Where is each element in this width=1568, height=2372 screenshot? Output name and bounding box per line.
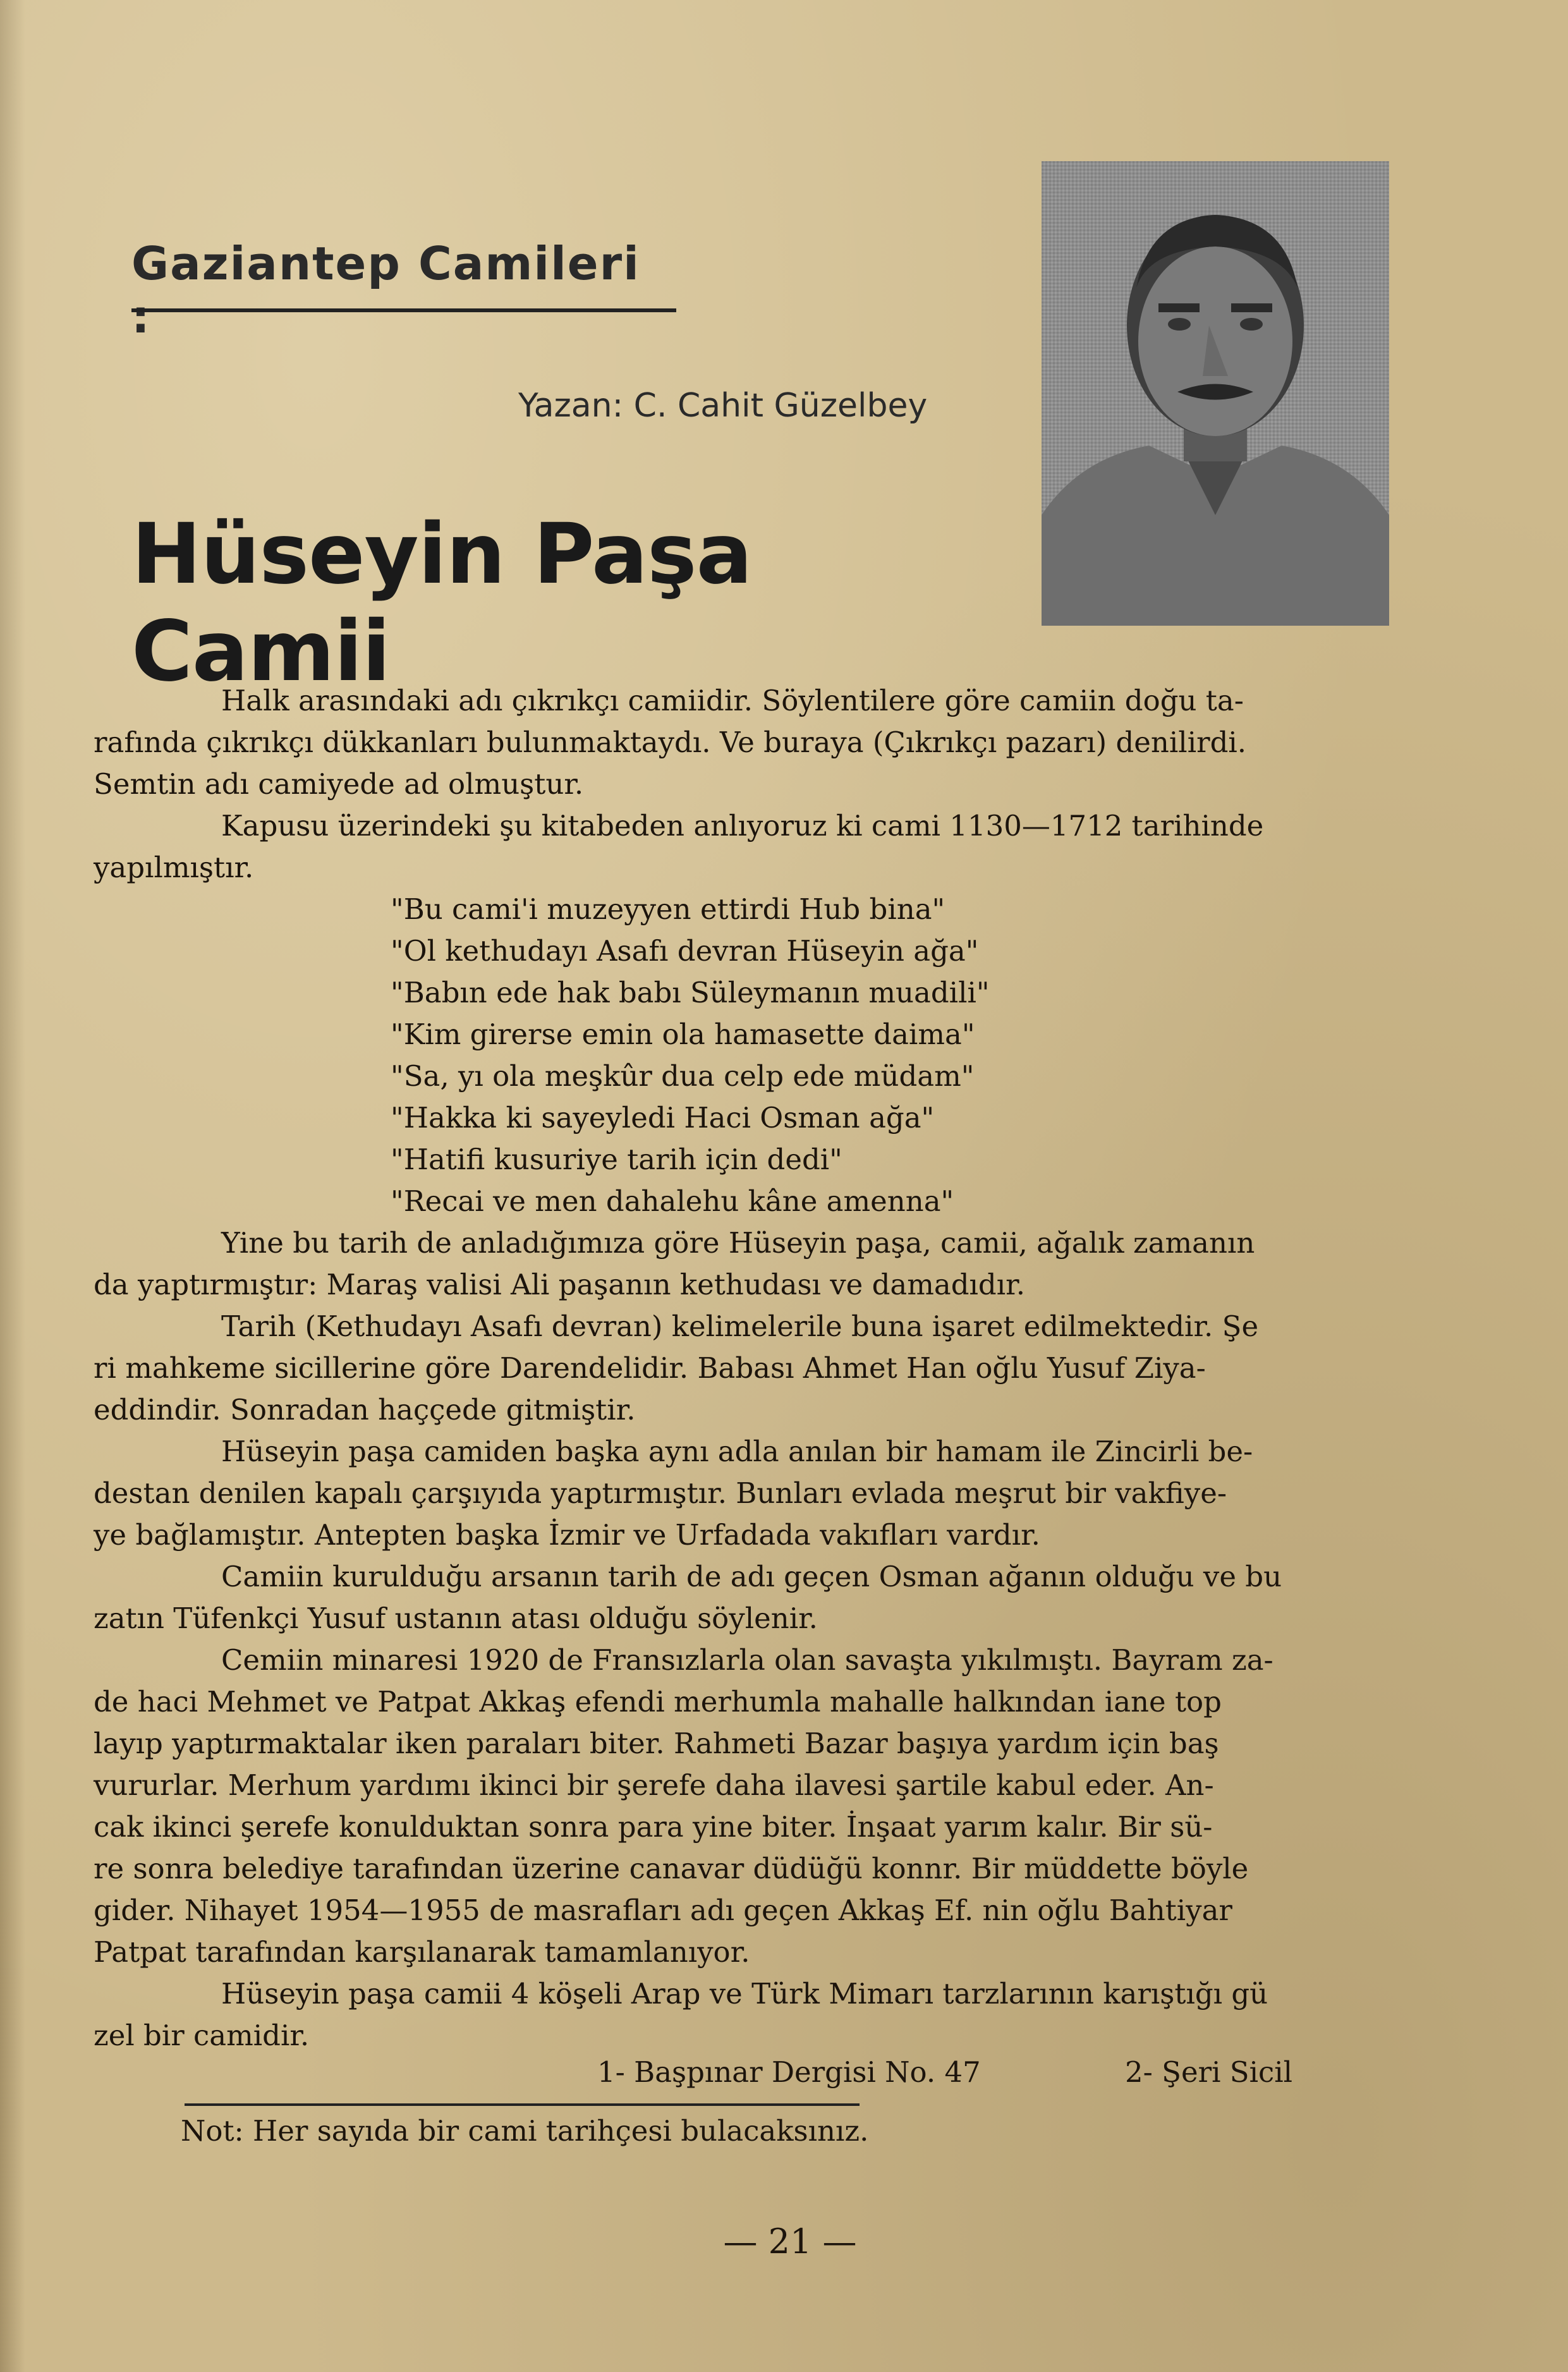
author-portrait-photo: [1042, 161, 1389, 626]
body-line: Camiin kurulduğu arsanın tarih de adı geçen Osman ağanın olduğu ve bu: [221, 1560, 1282, 1593]
body-line: ye bağlamıştır. Antepten başka İzmir ve Urfadada vakıfları vardır.: [94, 1518, 1040, 1552]
note-divider: [185, 2103, 860, 2106]
poem-line: "Hakka ki sayeyledi Haci Osman ağa": [391, 1101, 935, 1134]
body-line: zatın Tüfenkçi Yusuf ustanın atası olduğu söylenir.: [94, 1602, 818, 1635]
body-line: rafında çıkrıkçı dükkanları bulunmaktaydı. Ve buraya (Çıkrıkçı pazarı) denilirdi.: [94, 726, 1247, 759]
body-line: destan denilen kapalı çarşıyıda yaptırmıştır. Bunları evlada meşrut bir vakfiye-: [94, 1476, 1227, 1510]
article-title: Hüseyin Paşa Camii: [131, 506, 752, 700]
body-line: da yaptırmıştır: Maraş valisi Ali paşanın kethudası ve damadıdır.: [94, 1268, 1025, 1301]
body-line: layıp yaptırmaktalar iken paraları biter. Rahmeti Bazar başıya yardım için baş: [94, 1727, 1219, 1760]
body-line: Hüseyin paşa camiden başka aynı adla anılan bir hamam ile Zincirli be-: [221, 1435, 1253, 1468]
poem-line: "Recai ve men dahalehu kâne amenna": [391, 1184, 954, 1218]
poem-line: "Bu cami'i muzeyyen ettirdi Hub bina": [391, 892, 945, 926]
body-line: zel bir camidir.: [94, 2019, 310, 2052]
editorial-note: Not: Her sayıda bir cami tarihçesi bulacaksınız.: [181, 2114, 869, 2148]
body-line: Tarih (Kethudayı Asafı devran) kelimelerile buna işaret edilmektedir. Şe: [221, 1310, 1259, 1343]
poem-line: "Sa, yı ola meşkûr dua celp ede müdam": [391, 1059, 975, 1093]
body-line: Halk arasındaki adı çıkrıkçı camiidir. Söylentilere göre camiin doğu ta-: [221, 684, 1244, 717]
footnote-source: 2- Şeri Sicil: [1125, 2055, 1293, 2089]
body-line: ri mahkeme sicillerine göre Darendelidir. Babası Ahmet Han oğlu Yusuf Ziya-: [94, 1351, 1206, 1385]
series-title-underline: [131, 308, 676, 312]
body-line: de haci Mehmet ve Patpat Akkaş efendi merhumla mahalle halkından iane top: [94, 1685, 1222, 1718]
body-line: eddindir. Sonradan haççede gitmiştir.: [94, 1393, 636, 1426]
body-line: Semtin adı camiyede ad olmuştur.: [94, 767, 584, 801]
body-line: gider. Nihayet 1954—1955 de masrafları adı geçen Akkaş Ef. nin oğlu Bahtiyar: [94, 1894, 1232, 1927]
body-line: cak ikinci şerefe konulduktan sonra para yine biter. İnşaat yarım kalır. Bir sü-: [94, 1810, 1213, 1844]
body-line: yapılmıştır.: [94, 851, 254, 884]
poem-line: "Hatifi kusuriye tarih için dedi": [391, 1143, 842, 1176]
portrait-image: [1042, 161, 1389, 626]
page-number: — 21 —: [723, 2222, 857, 2261]
body-line: Cemiin minaresi 1920 de Fransızlarla olan savaşta yıkılmıştı. Bayram za-: [221, 1643, 1273, 1677]
body-line: vururlar. Merhum yardımı ikinci bir şerefe daha ilavesi şartile kabul eder. An-: [94, 1768, 1214, 1802]
footnote-source: 1- Başpınar Dergisi No. 47: [597, 2055, 981, 2089]
body-line: Kapusu üzerindeki şu kitabeden anlıyoruz ki cami 1130—1712 tarihinde: [221, 809, 1264, 842]
body-line: re sonra belediye tarafından üzerine canavar düdüğü konnr. Bir müddette böyle: [94, 1852, 1249, 1885]
body-line: Patpat tarafından karşılanarak tamamlanıyor.: [94, 1935, 750, 1969]
poem-line: "Babın ede hak babı Süleymanın muadili": [391, 976, 990, 1009]
author-byline: Yazan: C. Cahit Güzelbey: [518, 387, 928, 425]
body-line: Hüseyin paşa camii 4 köşeli Arap ve Türk Mimarı tarzlarının karıştığı gü: [221, 1977, 1268, 2010]
poem-line: "Kim girerse emin ola hamasette daima": [391, 1018, 975, 1051]
body-line: Yine bu tarih de anladığımıza göre Hüseyin paşa, camii, ağalık zamanın: [221, 1226, 1255, 1260]
series-title: Gaziantep Camileri :: [131, 237, 640, 343]
poem-line: "Ol kethudayı Asafı devran Hüseyin ağa": [391, 934, 979, 968]
